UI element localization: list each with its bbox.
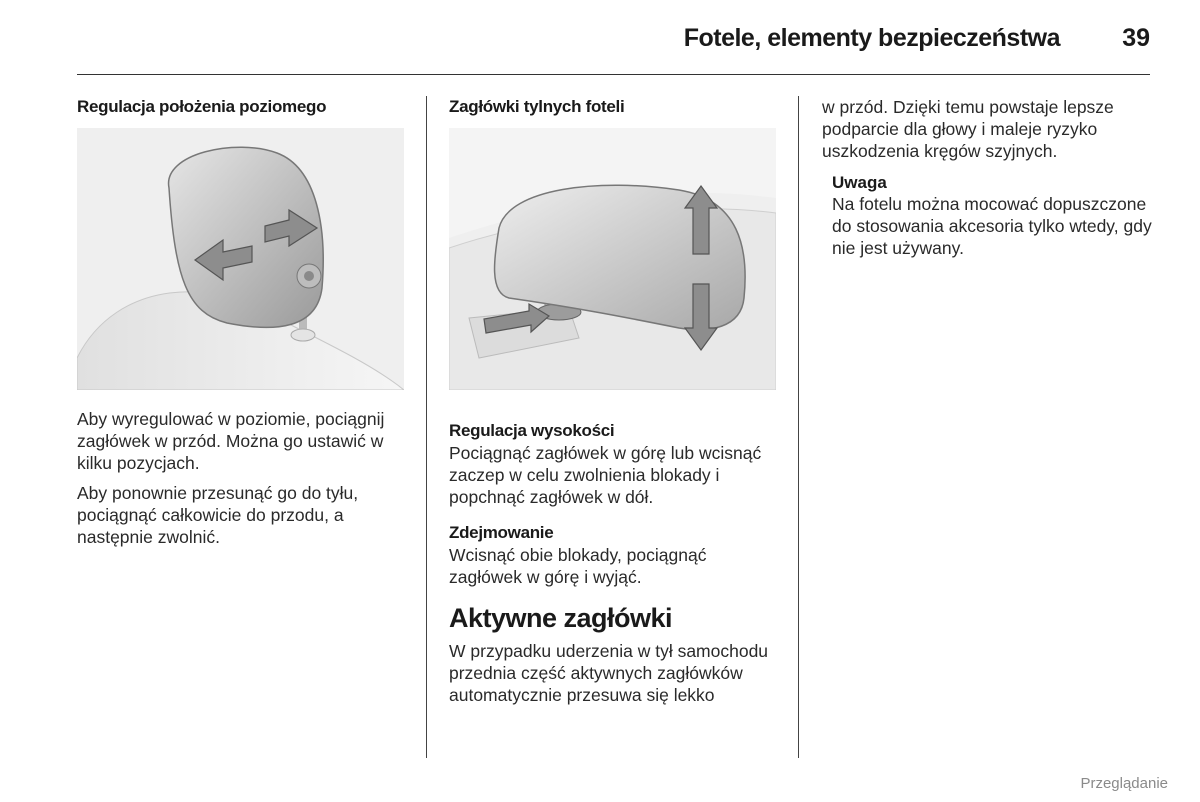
removal-subheading: Zdejmowanie (449, 523, 554, 542)
rear-headrest-height-adjust-illustration (449, 128, 776, 390)
active-headrests-continued-text: w przód. Dzięki temu powstaje lepsze podparcie dla głowy i maleje ryzyko uszkodzenia kręgów szyjnych. (822, 97, 1114, 161)
horizontal-adjust-paragraph-1: Aby wyregulować w poziomie, pociągnij zagłówek w przód. Można go ustawić w kilku pozycjach. (77, 409, 385, 473)
horizontal-adjust-paragraph-2: Aby ponownie przesunąć go do tyłu, pociągnąć całkowicie do przodu, a następnie zwolnić. (77, 483, 359, 547)
rear-headrests-subheading: Zagłówki tylnych foteli (449, 97, 625, 116)
horizontal-adjust-subheading: Regulacja położenia poziomego (77, 97, 327, 116)
header-title: Fotele, elementy bezpieczeństwa (683, 24, 1060, 52)
column-divider-1 (426, 96, 427, 758)
height-adjust-text: Pociągnąć zagłówek w górę lub wcisnąć zaczep w celu zwolnienia blokady i popchnąć zagłówek w dół. (449, 443, 762, 507)
note-block (832, 172, 1157, 259)
rear-headrest-figure (449, 128, 776, 390)
active-headrests-text: W przypadku uderzenia w tył samochodu przednia część aktywnych zagłówków automatycznie przesuwa się lekko (449, 641, 769, 705)
page-number: 39 (1122, 24, 1150, 52)
footer-nav-link[interactable]: Przeglądanie (1080, 775, 1168, 792)
active-headrests-heading: Aktywne zagłówki (449, 603, 673, 633)
note-title: Uwaga (832, 173, 887, 192)
header-rule (77, 74, 1150, 75)
column-divider-2 (798, 96, 799, 758)
column-2 (449, 96, 779, 714)
headrest-horizontal-adjust-illustration (77, 128, 404, 390)
column-3 (822, 96, 1157, 267)
note-text: Na fotelu można mocować dopuszczone do stosowania akcesoria tylko wtedy, gdy nie jest używany. (832, 194, 1152, 258)
height-adjust-subheading: Regulacja wysokości (449, 421, 615, 440)
headrest-horizontal-figure (77, 128, 404, 390)
column-1 (77, 96, 407, 556)
removal-text: Wcisnąć obie blokady, pociągnąć zagłówek w górę i wyjąć. (449, 545, 707, 587)
